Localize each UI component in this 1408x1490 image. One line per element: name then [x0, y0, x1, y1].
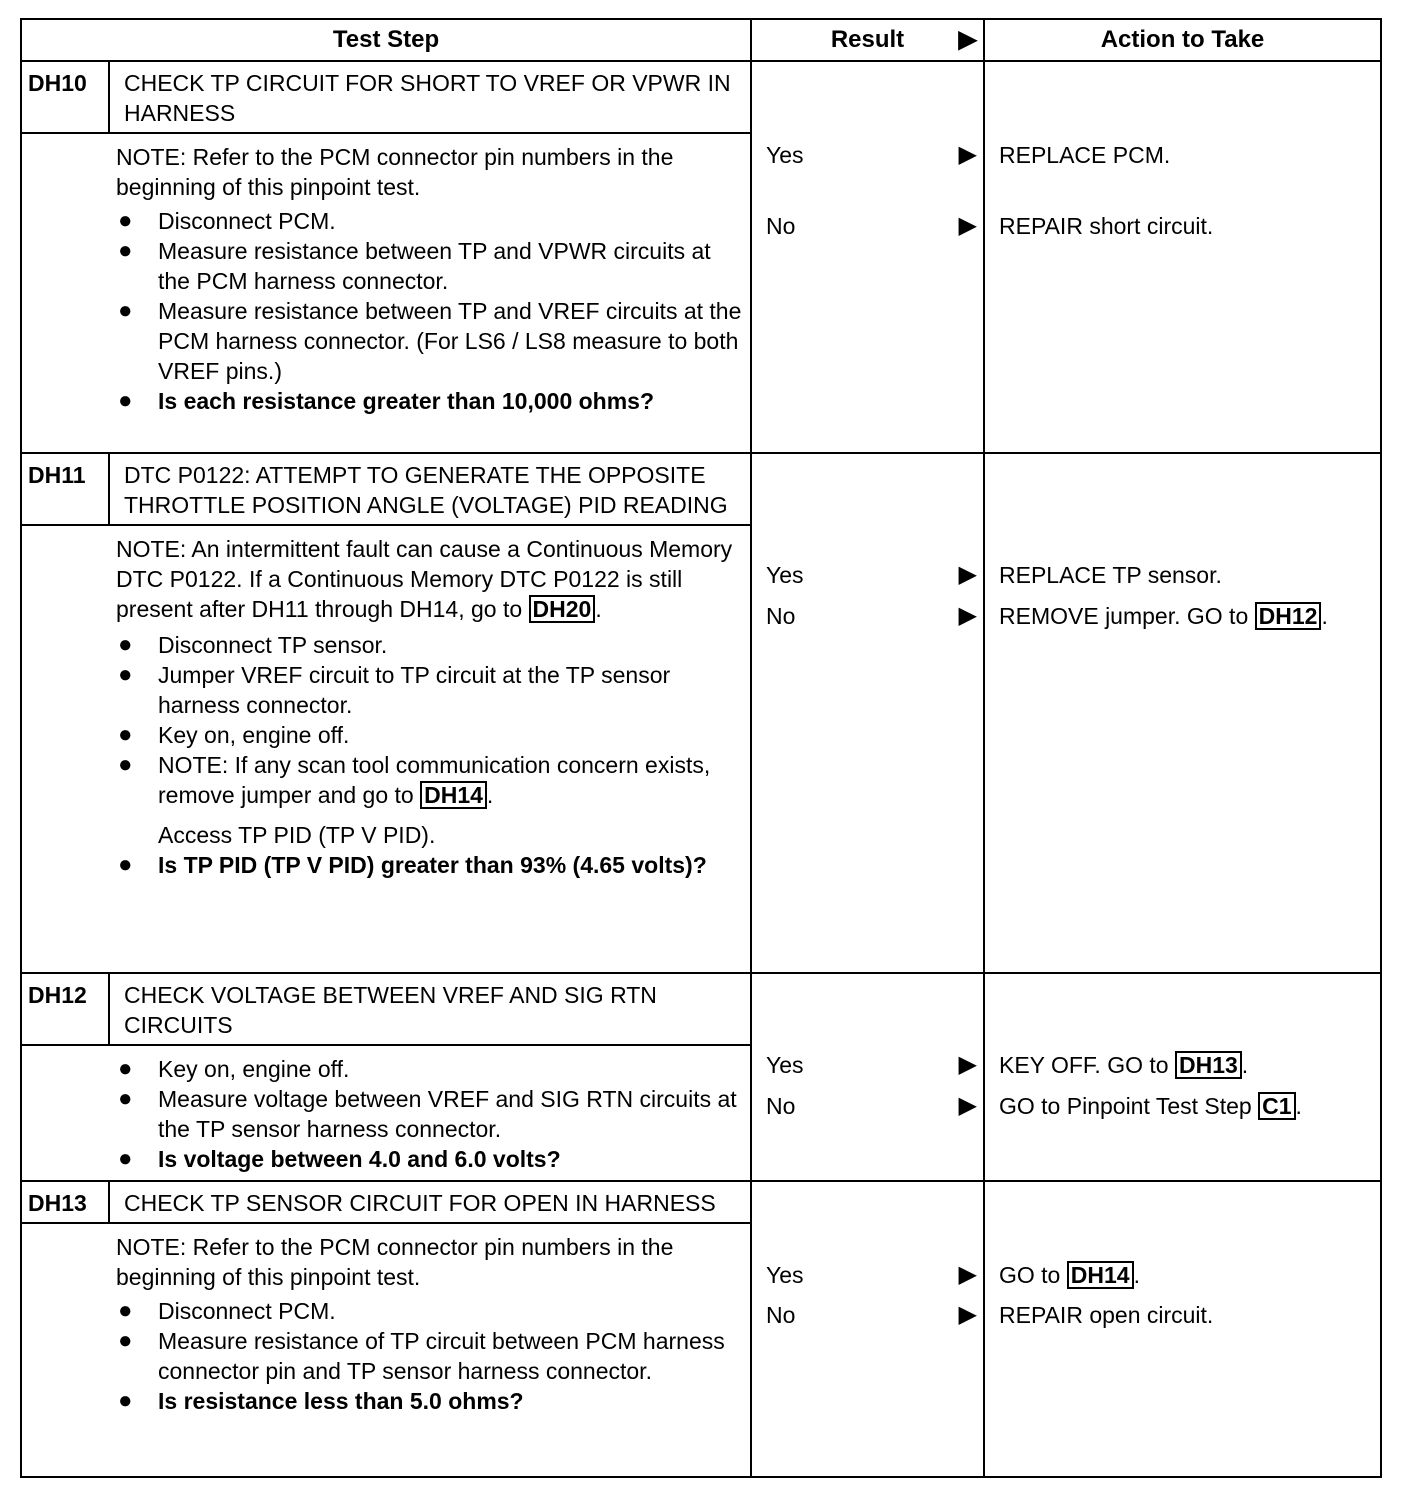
- list-item: ● Key on, engine off.: [118, 721, 350, 748]
- arrow-right-icon: ▶: [958, 602, 977, 629]
- step-title: CHECK TP CIRCUIT FOR SHORT TO VREF OR VPWR IN HARNESS: [109, 62, 750, 133]
- step-bullets: [116, 1296, 742, 1416]
- list-item: ● Measure voltage between VREF and SIG RTN circuits at the TP sensor harness connector.: [118, 1085, 737, 1142]
- access-text: Access TP PID (TP V PID).: [158, 822, 436, 848]
- result-no: No ▶: [766, 602, 977, 629]
- step-note: NOTE: Refer to the PCM connector pin numbers in the beginning of this pinpoint test.: [116, 144, 674, 200]
- table-header-row: [21, 19, 1381, 61]
- action-text: REPAIR open circuit.: [999, 1302, 1214, 1328]
- step-cell: [21, 973, 751, 1181]
- bullet-icon: ●: [118, 387, 133, 414]
- bullet-icon: ●: [118, 721, 133, 748]
- result-cell: [751, 973, 984, 1181]
- step-reference-link[interactable]: DH20: [529, 595, 596, 623]
- bullet-icon: ●: [118, 297, 133, 324]
- step-bullets: [116, 1054, 742, 1174]
- step-bullets: [116, 630, 742, 810]
- arrow-right-icon: ▶: [958, 1092, 977, 1119]
- action-text: GO to Pinpoint Test Step C1 .: [999, 1093, 1302, 1119]
- bullet-icon: ●: [118, 1085, 133, 1112]
- arrow-right-icon: ▶: [958, 1051, 977, 1078]
- list-item: ● Disconnect TP sensor.: [118, 631, 388, 658]
- step-cell: [21, 453, 751, 973]
- list-item: ● Is each resistance greater than 10,000 ohms?: [118, 387, 655, 414]
- action-header: Action to Take: [984, 19, 1381, 61]
- result-yes: Yes ▶: [766, 1051, 977, 1078]
- test-step-row-dh13: [21, 1181, 1381, 1477]
- action-cell: [984, 973, 1381, 1181]
- step-note: NOTE: An intermittent fault can cause a Continuous Memory DTC P0122. If a Continuous Memory DTC P0122 is still present after DH11 through DH14, go to DH20 .: [116, 536, 733, 622]
- bullet-icon: ●: [118, 1297, 133, 1324]
- result-no: No ▶: [766, 1092, 977, 1119]
- step-id: DH12: [22, 974, 109, 1045]
- test-step-row-dh12: [21, 973, 1381, 1181]
- action-text: REPAIR short circuit.: [999, 213, 1214, 239]
- list-item: ● Disconnect PCM.: [118, 1297, 336, 1324]
- bullet-icon: ●: [118, 661, 133, 688]
- bullet-icon: ●: [118, 237, 133, 264]
- step-id: DH11: [22, 454, 109, 525]
- action-text: GO to DH14 .: [999, 1262, 1140, 1288]
- result-no: No ▶: [766, 1301, 977, 1328]
- step-cell: [21, 61, 751, 453]
- list-item: ● Key on, engine off.: [118, 1055, 350, 1082]
- list-item: ● Is TP PID (TP V PID) greater than 93% (4.65 volts)?: [118, 851, 707, 878]
- step-reference-link[interactable]: DH13: [1175, 1051, 1242, 1079]
- step-reference-link[interactable]: C1: [1258, 1092, 1295, 1120]
- step-title: DTC P0122: ATTEMPT TO GENERATE THE OPPOSITE THROTTLE POSITION ANGLE (VOLTAGE) PID READING: [109, 454, 750, 525]
- bullet-icon: ●: [118, 1387, 133, 1414]
- step-reference-link[interactable]: DH14: [1067, 1261, 1134, 1289]
- result-cell: [751, 1181, 984, 1477]
- list-item: ● Measure resistance of TP circuit between PCM harness connector pin and TP sensor harness connector.: [118, 1327, 725, 1384]
- list-item: ● Is voltage between 4.0 and 6.0 volts?: [118, 1145, 561, 1172]
- result-cell: [751, 61, 984, 453]
- step-note: NOTE: Refer to the PCM connector pin numbers in the beginning of this pinpoint test.: [116, 1234, 674, 1290]
- list-item: ● Jumper VREF circuit to TP circuit at the TP sensor harness connector.: [118, 661, 671, 718]
- list-item: ● NOTE: If any scan tool communication concern exists, remove jumper and go to DH14 .: [118, 751, 711, 808]
- step-cell: [21, 1181, 751, 1477]
- arrow-right-icon: ▶: [958, 1261, 977, 1288]
- bullet-icon: ●: [118, 751, 133, 778]
- bullet-icon: ●: [118, 851, 133, 878]
- action-cell: [984, 1181, 1381, 1477]
- arrow-right-icon: ▶: [958, 212, 977, 239]
- result-header-label: Result: [830, 26, 905, 53]
- bullet-icon: ●: [118, 207, 133, 234]
- bullet-icon: ●: [118, 631, 133, 658]
- action-text: KEY OFF. GO to DH13 .: [999, 1052, 1249, 1078]
- test-step-row-dh11: [21, 453, 1381, 973]
- action-cell: [984, 453, 1381, 973]
- result-header: [751, 19, 984, 61]
- arrow-right-icon: ▶: [958, 141, 977, 168]
- test-step-header: Test Step: [21, 19, 751, 61]
- list-item: ● Is resistance less than 5.0 ohms?: [118, 1387, 524, 1414]
- bullet-icon: ●: [118, 1327, 133, 1354]
- step-title: CHECK VOLTAGE BETWEEN VREF AND SIG RTN CIRCUITS: [109, 974, 750, 1045]
- arrow-right-icon: ▶: [958, 1301, 977, 1328]
- step-title: CHECK TP SENSOR CIRCUIT FOR OPEN IN HARNESS: [109, 1182, 750, 1223]
- bullet-icon: ●: [118, 1055, 133, 1082]
- action-text: REPLACE TP sensor.: [999, 562, 1222, 588]
- step-id: DH10: [22, 62, 109, 133]
- arrow-right-icon: ▶: [958, 26, 977, 53]
- action-text: REPLACE PCM.: [999, 142, 1171, 168]
- action-text: REMOVE jumper. GO to DH12 .: [999, 603, 1328, 629]
- list-item: ● Disconnect PCM.: [118, 207, 336, 234]
- bullet-icon: ●: [118, 1145, 133, 1172]
- step-reference-link[interactable]: DH14: [420, 781, 487, 809]
- result-yes: Yes ▶: [766, 141, 977, 168]
- step-id: DH13: [22, 1182, 109, 1223]
- list-item: ● Measure resistance between TP and VREF circuits at the PCM harness connector. (For LS6 / LS8 measure to both VREF pins.): [118, 297, 742, 384]
- result-yes: Yes ▶: [766, 561, 977, 588]
- step-bullets: [116, 206, 742, 416]
- test-step-row-dh10: [21, 61, 1381, 453]
- result-no: No ▶: [766, 212, 977, 239]
- result-yes: Yes ▶: [766, 1261, 977, 1288]
- arrow-right-icon: ▶: [958, 561, 977, 588]
- pinpoint-test-table: [20, 18, 1382, 1478]
- action-cell: [984, 61, 1381, 453]
- list-item: ● Measure resistance between TP and VPWR circuits at the PCM harness connector.: [118, 237, 711, 294]
- step-reference-link[interactable]: DH12: [1255, 602, 1322, 630]
- diagnostic-table-page: [20, 18, 1380, 1478]
- result-cell: [751, 453, 984, 973]
